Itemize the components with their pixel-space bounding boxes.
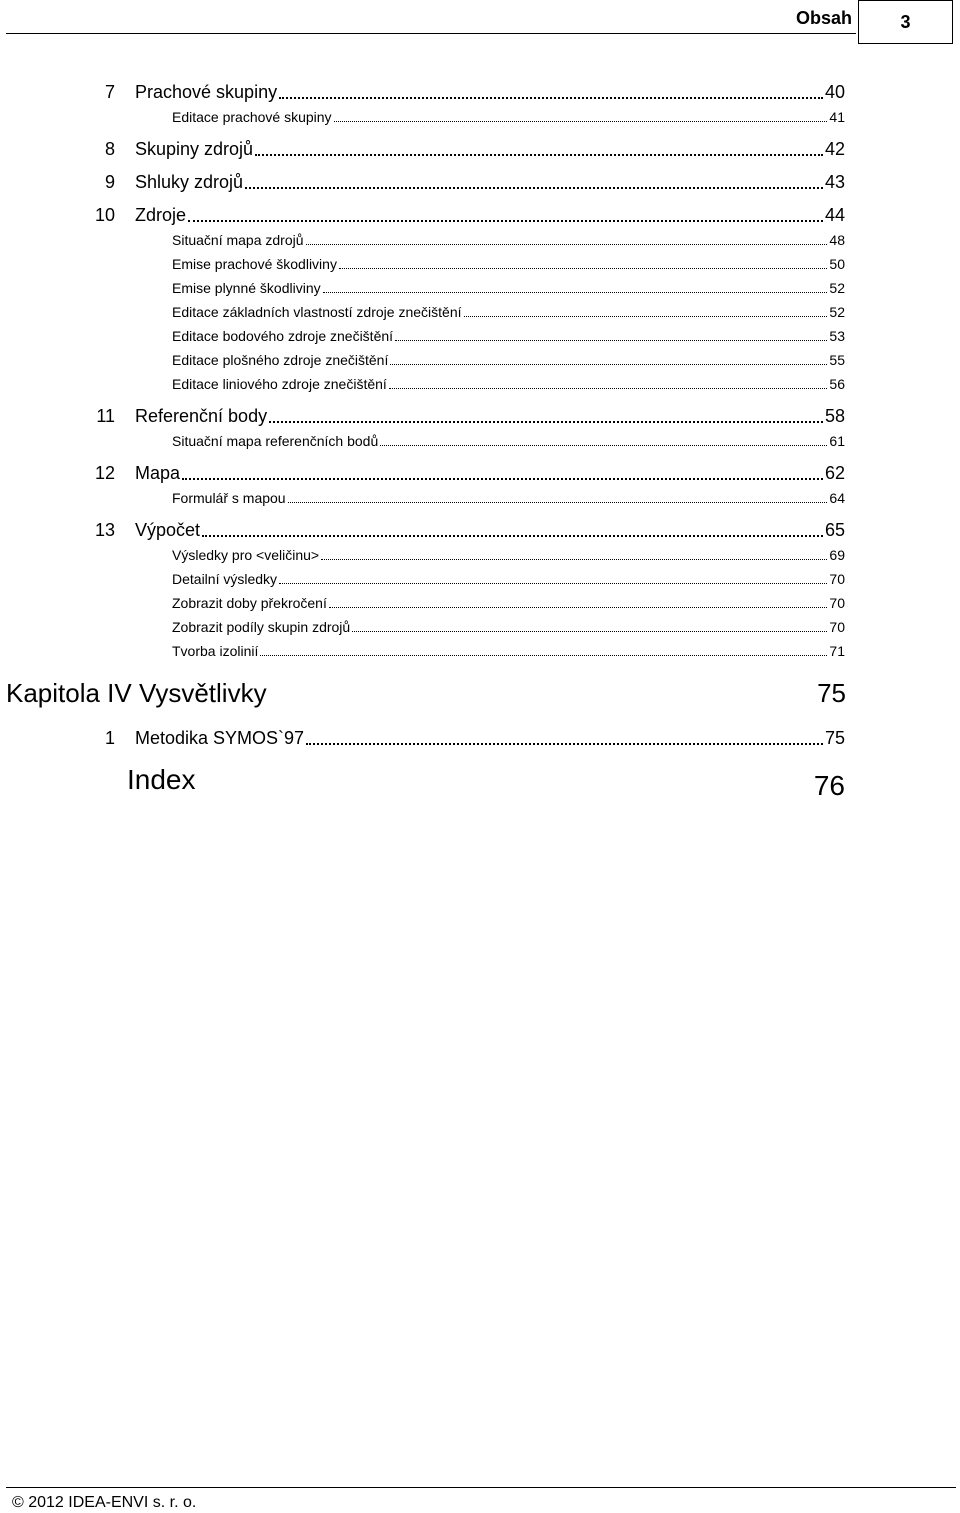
toc-entry-page: 71 [829, 643, 845, 659]
toc-leader-dots [464, 315, 828, 317]
toc-entry-page: 61 [829, 433, 845, 449]
toc-entry-page: 44 [824, 205, 845, 225]
toc-entry-line [172, 328, 845, 344]
toc-entry[interactable] [0, 298, 960, 322]
toc-leader-dots [395, 339, 827, 341]
index-page: 76 [813, 770, 845, 801]
toc-entry-title: Zobrazit doby překročení [172, 595, 327, 611]
toc-entry-title: Editace plošného zdroje znečištění [172, 352, 389, 368]
toc-entry-title: Referenční body [135, 406, 268, 426]
toc-entry-title: Editace základních vlastností zdroje znečištění [172, 304, 462, 320]
toc-entry[interactable] [0, 427, 960, 451]
footer-copyright: © 2012 IDEA-ENVI s. r. o. [12, 1494, 197, 1511]
toc-entry[interactable] [0, 322, 960, 346]
toc-entry-line [172, 571, 845, 587]
toc-entry-number: 13 [94, 520, 115, 540]
toc-entry-line [172, 376, 845, 392]
toc-entry-title: Emise plynné škodliviny [172, 280, 321, 296]
toc-entry-number: 10 [94, 205, 115, 225]
toc-leader-dots [352, 630, 827, 632]
toc-entry-title: Tvorba izolinií [172, 643, 259, 659]
toc-entry-page: 70 [829, 619, 845, 635]
toc-entry-number: 9 [104, 172, 115, 192]
toc-entry-title: Prachové skupiny [135, 82, 278, 102]
toc-leader-dots [334, 120, 828, 122]
toc-entry-title: Detailní výsledky [172, 571, 278, 587]
toc-entry-line [172, 619, 845, 635]
toc-entry-page: 41 [829, 109, 845, 125]
toc-entry-number: 1 [104, 728, 115, 748]
toc-entry[interactable] [0, 195, 960, 228]
toc-entry[interactable] [0, 589, 960, 613]
toc-leader-dots [389, 387, 828, 389]
toc-leader-dots [188, 219, 823, 222]
toc-entry-number: 7 [104, 82, 115, 102]
toc-entry-number: 12 [94, 463, 115, 483]
toc-entry-page: 53 [829, 328, 845, 344]
toc-leader-dots [390, 363, 827, 365]
toc-entry-title: Výsledky pro <veličinu> [172, 547, 320, 563]
toc-entry-title: Editace liniového zdroje znečištění [172, 376, 387, 392]
toc-entry-line [172, 433, 845, 449]
toc-entry-page: 40 [824, 82, 845, 102]
toc-entry-line [135, 172, 845, 193]
toc-entry-page: 52 [829, 280, 845, 296]
toc-entry-line [172, 256, 845, 272]
toc-entry-title: Situační mapa referenčních bodů [172, 433, 379, 449]
toc-entry[interactable] [0, 370, 960, 394]
page-number-box [858, 0, 953, 44]
toc-entry-line [172, 232, 845, 248]
toc-entry-title: Zobrazit podíly skupin zdrojů [172, 619, 351, 635]
toc-entry[interactable] [0, 274, 960, 298]
toc-entry-page: 70 [829, 571, 845, 587]
toc-leader-dots [245, 186, 823, 189]
toc-leader-dots [279, 582, 827, 584]
toc-entry-title: Situační mapa zdrojů [172, 232, 304, 248]
toc-leader-dots [329, 606, 828, 608]
toc-leader-dots [260, 654, 827, 656]
toc-entry-title: Výpočet [135, 520, 201, 540]
toc-entry-page: 48 [829, 232, 845, 248]
toc-leader-dots [279, 96, 823, 99]
header-rule [6, 33, 856, 34]
toc-entry-title: Zdroje [135, 205, 187, 225]
toc-entry-line [172, 547, 845, 563]
toc-entry[interactable] [0, 453, 960, 486]
toc-entry-line [135, 520, 845, 541]
toc-entry[interactable] [0, 103, 960, 127]
toc-leader-dots [339, 267, 827, 269]
toc-entry-title: Formulář s mapou [172, 490, 286, 506]
toc-entry-line [135, 728, 845, 749]
toc-entry[interactable] [0, 565, 960, 589]
toc-entry-line [172, 643, 845, 659]
toc-leader-dots [288, 501, 828, 503]
toc-leader-dots [269, 420, 823, 423]
toc-leader-dots [182, 477, 823, 480]
toc-entry-title: Editace prachové skupiny [172, 109, 332, 125]
chapter-title: Kapitola IV Vysvětlivky [6, 678, 267, 708]
toc-entry-page: 62 [824, 463, 845, 483]
toc-entry-number: 11 [96, 406, 115, 426]
toc-entry[interactable] [0, 346, 960, 370]
toc-entry-line [172, 490, 845, 506]
toc-entry-page: 42 [824, 139, 845, 159]
toc-entry-page: 43 [824, 172, 845, 192]
index-title: Index [127, 764, 196, 795]
toc-entry-page: 69 [829, 547, 845, 563]
toc-entry-line [172, 109, 845, 125]
toc-entry-line [172, 595, 845, 611]
toc-entry-page: 58 [824, 406, 845, 426]
toc-entry-title: Emise prachové škodliviny [172, 256, 337, 272]
toc-entry-page: 75 [824, 728, 845, 748]
toc-entry[interactable] [0, 484, 960, 508]
toc-leader-dots [321, 558, 827, 560]
toc-entry-page: 55 [829, 352, 845, 368]
toc-entry-page: 70 [829, 595, 845, 611]
toc-entry[interactable] [0, 541, 960, 565]
toc-leader-dots [202, 534, 823, 537]
toc-entry[interactable] [0, 226, 960, 250]
toc-entry-line [135, 463, 845, 484]
toc-entry-number: 8 [104, 139, 115, 159]
toc-entry[interactable] [0, 637, 960, 661]
toc-entry-line [172, 304, 845, 320]
toc-entry[interactable] [0, 162, 960, 195]
chapter-heading[interactable] [6, 678, 846, 709]
toc-entry-line [135, 82, 845, 103]
toc-entry-line [172, 352, 845, 368]
footer-rule [6, 1487, 956, 1488]
page-header-title: Obsah [795, 8, 852, 28]
toc-entry-title: Mapa [135, 463, 181, 483]
toc-entry[interactable] [0, 718, 960, 751]
toc-entry-line [135, 406, 845, 427]
toc-entry-page: 56 [829, 376, 845, 392]
toc-entry[interactable] [0, 396, 960, 429]
toc-entry-line [172, 280, 845, 296]
toc-entry[interactable] [0, 510, 960, 543]
toc-entry-title: Skupiny zdrojů [135, 139, 254, 159]
toc-leader-dots [323, 291, 828, 293]
toc-entry-page: 50 [829, 256, 845, 272]
toc-entry-page: 65 [824, 520, 845, 540]
toc-leader-dots [306, 742, 823, 745]
toc-entry[interactable] [0, 129, 960, 162]
toc-entry[interactable] [0, 250, 960, 274]
toc-entry-title: Metodika SYMOS`97 [135, 728, 305, 748]
toc-leader-dots [255, 153, 823, 156]
toc-entry[interactable] [0, 72, 960, 105]
chapter-page: 75 [817, 678, 846, 708]
toc-leader-dots [306, 243, 828, 245]
toc-entry-line [135, 139, 845, 160]
toc-entry-page: 52 [829, 304, 845, 320]
index-heading[interactable] [127, 764, 845, 802]
toc-leader-dots [380, 444, 827, 446]
toc-entry-page: 64 [829, 490, 845, 506]
toc-entry[interactable] [0, 613, 960, 637]
toc-entry-title: Editace bodového zdroje znečištění [172, 328, 394, 344]
toc-entry-line [135, 205, 845, 226]
page-number: 3 [900, 11, 911, 32]
toc-entry-title: Shluky zdrojů [135, 172, 244, 192]
